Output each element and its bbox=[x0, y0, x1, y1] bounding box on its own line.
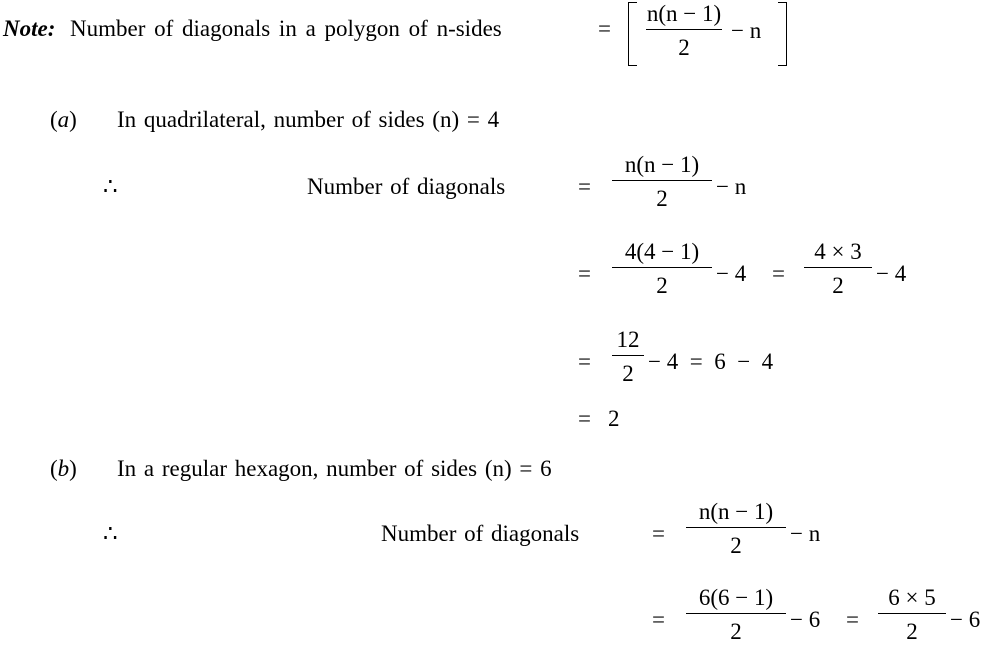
fraction-numerator: n(n − 1) bbox=[624, 152, 700, 177]
fraction-denominator: 2 bbox=[906, 619, 918, 645]
fraction-denominator: 2 bbox=[656, 273, 668, 299]
part-b-eq-1: = bbox=[652, 521, 665, 546]
part-b-fraction-1 bbox=[686, 500, 786, 557]
part-a-result: 2 bbox=[608, 406, 620, 431]
part-a-tail-1: − n bbox=[716, 174, 747, 199]
note-text: Number of diagonals in a polygon of n-sides bbox=[70, 16, 502, 41]
part-a-eq-4: = bbox=[578, 406, 591, 431]
part-a-tail-2: − 4 bbox=[716, 261, 747, 286]
note-fraction bbox=[646, 2, 722, 59]
fraction-numerator: 6 × 5 bbox=[888, 585, 936, 610]
part-b-eq-2: = bbox=[652, 607, 665, 632]
part-b-label: (b) bbox=[50, 456, 77, 481]
part-a-statement: In quadrilateral, number of sides (n) = 4 bbox=[117, 107, 500, 132]
part-b-tail-2: − 6 bbox=[790, 607, 821, 632]
fraction-denominator: 2 bbox=[730, 619, 742, 645]
fraction-numerator: n(n − 1) bbox=[698, 499, 774, 524]
fraction-denominator: 2 bbox=[730, 533, 742, 559]
part-b-therefore: ∴ bbox=[103, 521, 118, 546]
right-bracket bbox=[778, 2, 787, 66]
fraction-numerator: 12 bbox=[616, 327, 640, 352]
part-a-eq-2b: = bbox=[772, 261, 785, 286]
part-b-fraction-3 bbox=[878, 586, 946, 643]
fraction-denominator: 2 bbox=[622, 361, 634, 387]
note-fraction-numerator: n(n − 1) bbox=[646, 1, 722, 26]
part-b-tail-1: − n bbox=[790, 521, 821, 546]
part-a-lhs: Number of diagonals bbox=[307, 174, 506, 199]
note-equals: = bbox=[598, 16, 611, 41]
note-label: Note: bbox=[3, 16, 56, 41]
part-a-fraction-4 bbox=[612, 328, 644, 385]
part-b-statement: In a regular hexagon, number of sides (n) = 6 bbox=[117, 456, 552, 481]
part-a-eq-3: = bbox=[578, 349, 591, 374]
part-a-therefore: ∴ bbox=[103, 174, 118, 199]
part-b-lhs: Number of diagonals bbox=[381, 521, 580, 546]
part-b-eq-2b: = bbox=[846, 607, 859, 632]
part-a-tail-4: − 4 = 6 − 4 bbox=[648, 349, 774, 374]
part-a-eq-1: = bbox=[578, 174, 591, 199]
part-a-fraction-1 bbox=[612, 153, 712, 210]
fraction-denominator: 2 bbox=[832, 273, 844, 299]
note-fraction-denominator: 2 bbox=[678, 35, 690, 61]
part-a-fraction-2 bbox=[612, 240, 712, 297]
fraction-denominator: 2 bbox=[656, 186, 668, 212]
left-bracket bbox=[628, 2, 637, 66]
fraction-numerator: 4(4 − 1) bbox=[624, 239, 700, 264]
part-a-fraction-3 bbox=[804, 240, 872, 297]
fraction-numerator: 4 × 3 bbox=[814, 239, 862, 264]
part-a-label: (a) bbox=[50, 107, 77, 132]
part-b-fraction-2 bbox=[686, 586, 786, 643]
fraction-numerator: 6(6 − 1) bbox=[698, 585, 774, 610]
note-tail: − n bbox=[731, 18, 762, 43]
part-a-tail-3: − 4 bbox=[876, 261, 907, 286]
part-a-eq-2: = bbox=[578, 261, 591, 286]
part-b-tail-3: − 6 bbox=[950, 607, 981, 632]
